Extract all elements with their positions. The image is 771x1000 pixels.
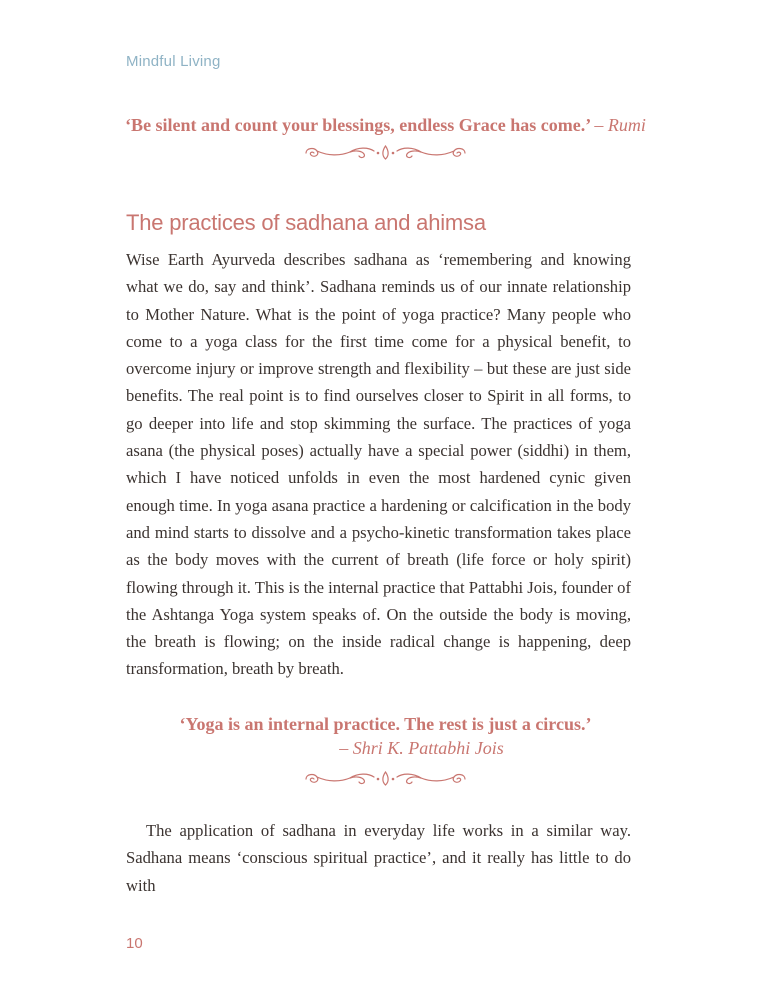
pull-quote-attribution: – Shri K. Pattabhi Jois [339,738,504,758]
body-paragraph: Wise Earth Ayurveda describes sadhana as ‘remembering and knowing what we do, say and think’. Sadhana reminds us of our innate relationship to Mother Nature. What is the point of yoga practice? Many people who come to a yoga class for the first time come for a physical benefit, to overcome injury or improve strength and flexibility – but these are just side benefits. The real point is to find ourselves closer to Spirit in all forms, to go deeper into life and stop skimming the surface. The practices of yoga asana (the physical poses) actually have a special power (siddhi) in them, which I have noticed unfolds in even the most hardened cynic given enough time. In yoga asana practice a hardening or calcification in the body and mind starts to dissolve and a psycho-kinetic transformation takes place as the body moves with the current of breath (life force or holy spirit) flowing through it. This is the internal practice that Pattabhi Jois, founder of the Ashtanga Yoga system speaks of. On the outside the body is moving, the breath is flowing; on the inside radical change is happening, deep transformation, breath by breath. [126,250,631,679]
epigraph-quote-attribution: – Rumi [594,115,646,135]
epigraph-quote [100,113,671,137]
page-number: 10 [126,935,143,952]
pull-quote [100,712,671,760]
running-head: Mindful Living [126,53,221,70]
epigraph-quote-text: ‘Be silent and count your blessings, endless Grace has come.’ [125,115,590,135]
body-paragraph: The application of sadhana in everyday life works in a similar way. Sadhana means ‘conscious spiritual practice’, and it really has little to do with [126,821,631,895]
section-heading: The practices of sadhana and ahimsa [126,210,486,235]
pull-quote-text: ‘Yoga is an internal practice. The rest is just a circus.’ [179,714,592,734]
flourish-divider-icon [300,769,471,789]
flourish-divider-icon [300,143,471,163]
